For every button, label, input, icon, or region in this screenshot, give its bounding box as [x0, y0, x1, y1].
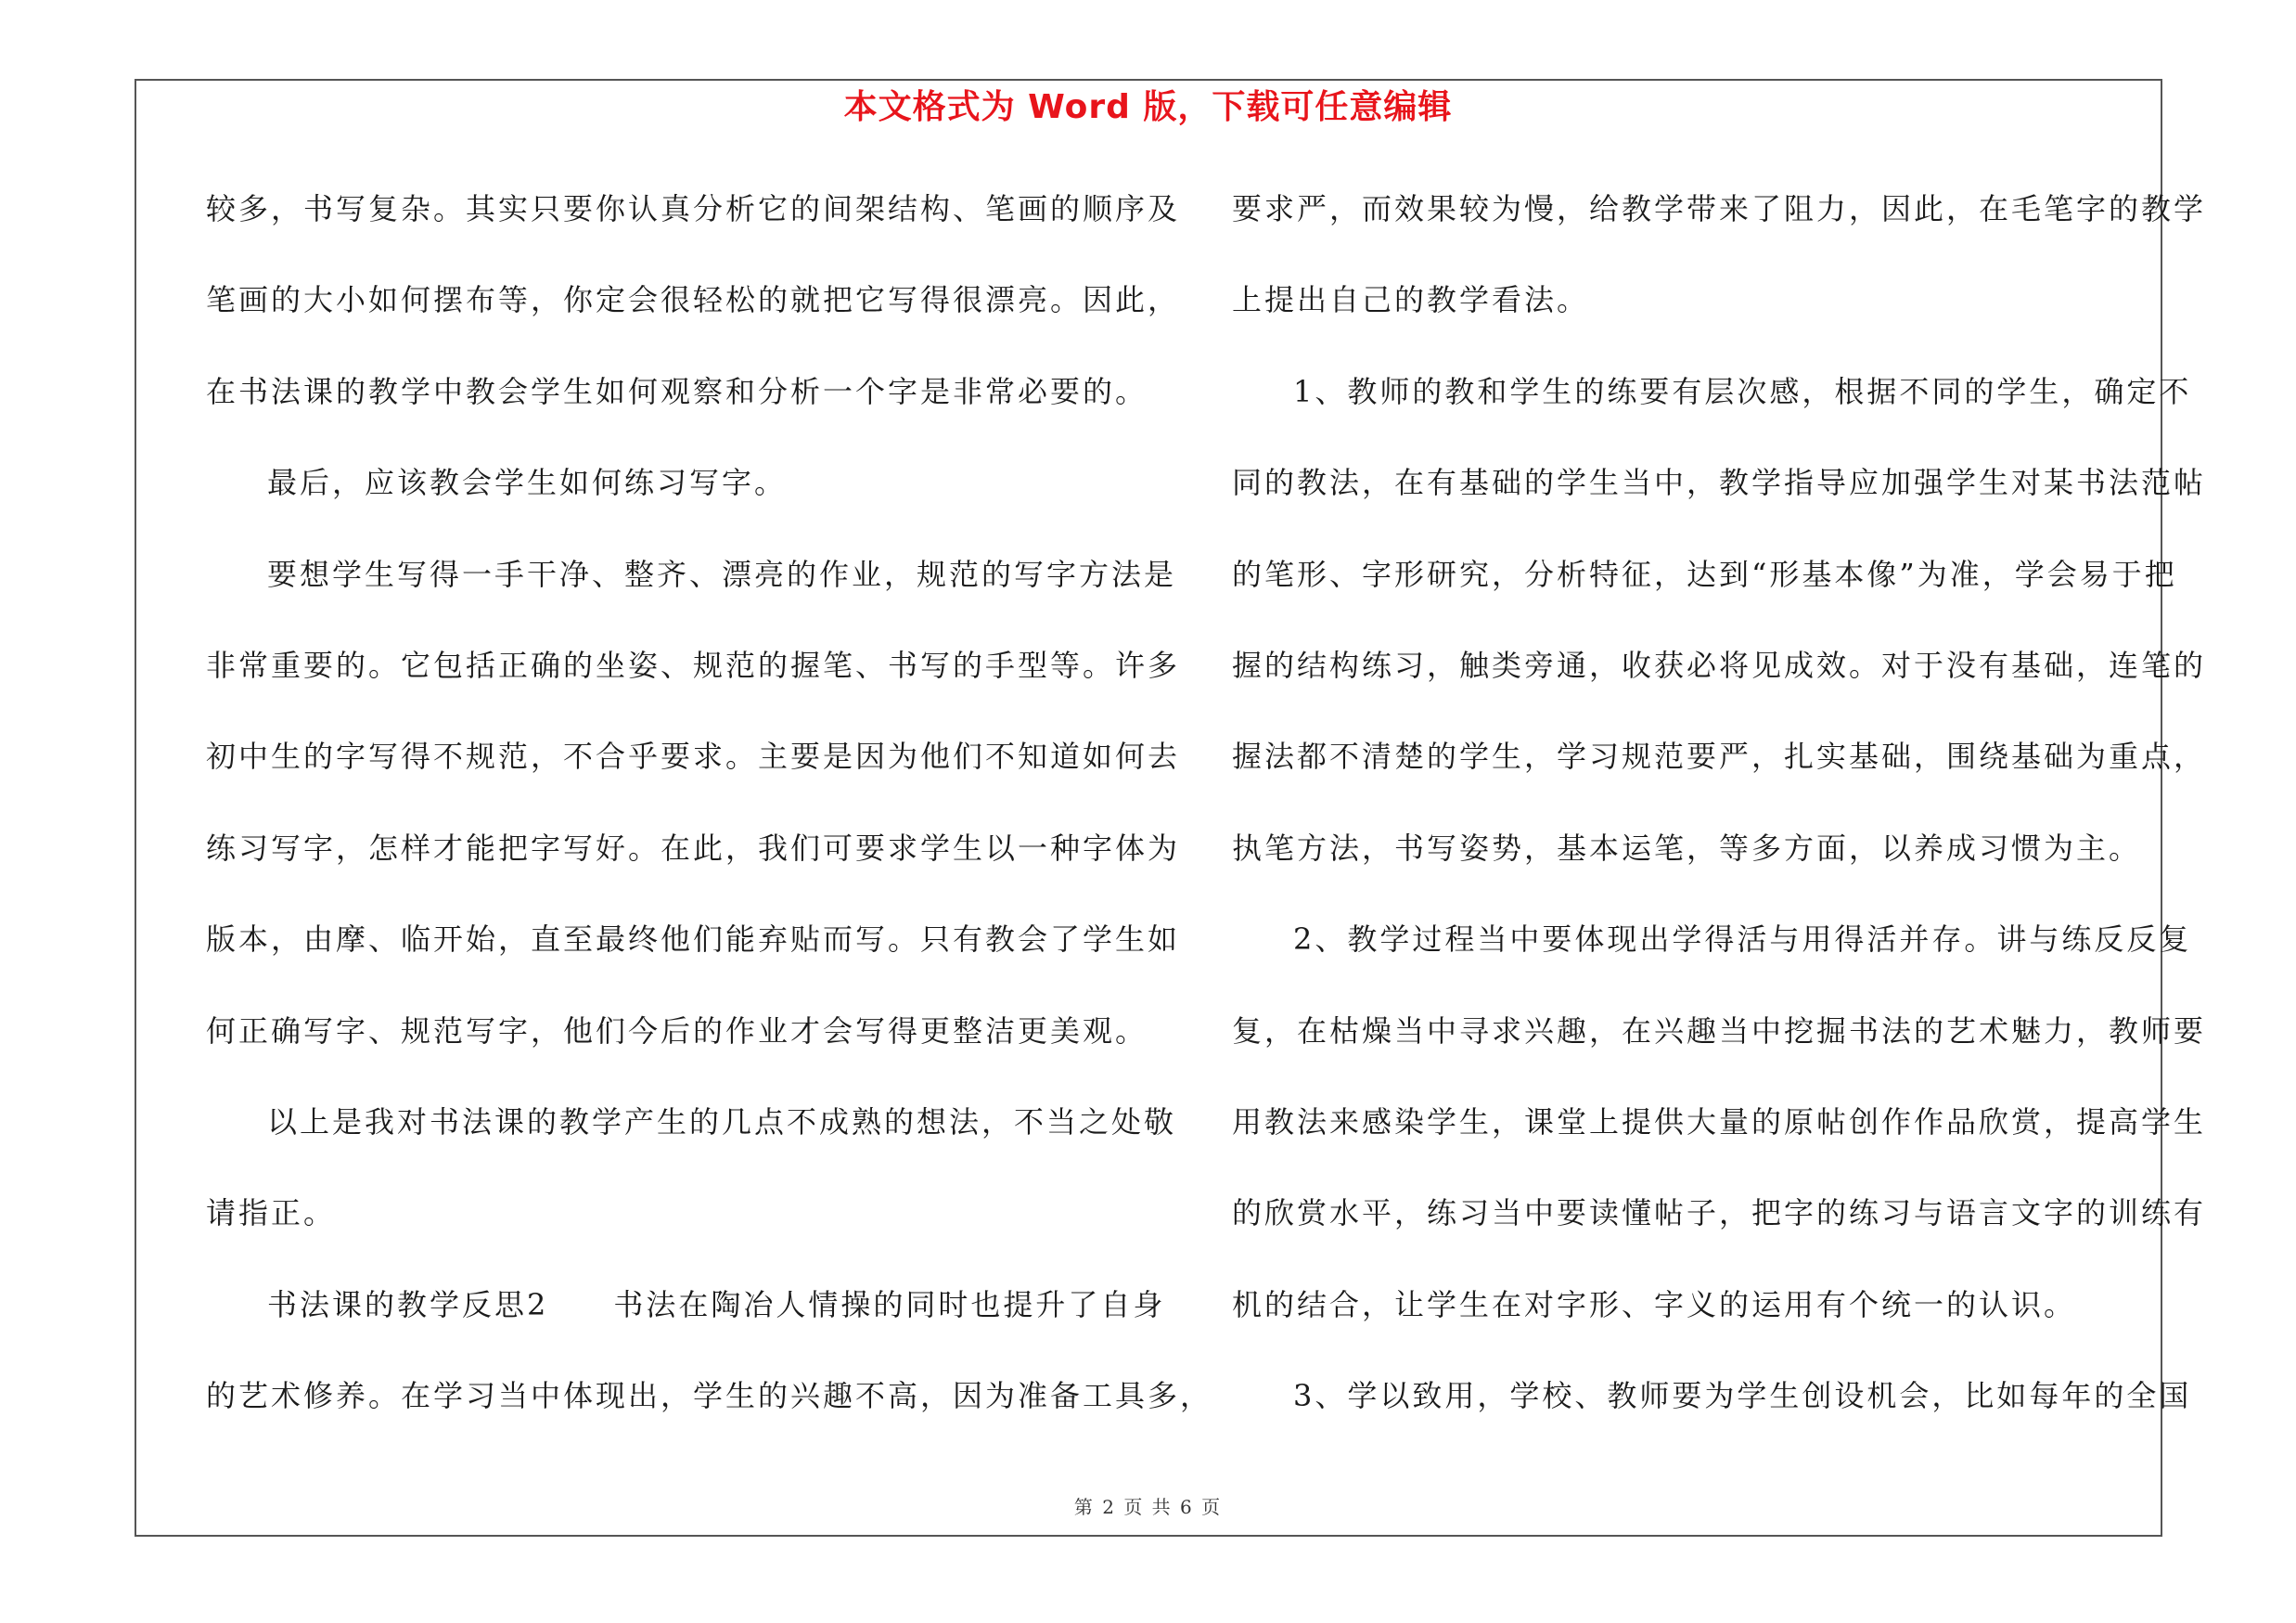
text-line: 较多，书写复杂。其实只要你认真分析它的间架结构、笔画的顺序及 — [206, 191, 1181, 226]
right-text-column — [1232, 176, 2207, 1454]
text-line: 在书法课的教学中教会学生如何观察和分析一个字是非常必要的。 — [206, 373, 1148, 409]
paragraph-start-line: 3、学以致用，学校、教师要为学生创设机会，比如每年的全国 — [1293, 1378, 2192, 1414]
word-format-banner: 本文格式为 Word 版，下载可任意编辑 — [843, 88, 1453, 126]
paragraph-start-line: 最后，应该教会学生如何练习写字。 — [267, 465, 788, 501]
text-line: 的欣赏水平，练习当中要读懂帖子，把字的练习与语言文字的训练有 — [1232, 1195, 2207, 1231]
text-line: 请指正。 — [206, 1195, 337, 1231]
text-line: 同的教法，在有基础的学生当中，教学指导应加强学生对某书法范帖 — [1232, 465, 2207, 501]
text-line: 握法都不清楚的学生，学习规范要严，扎实基础，围绕基础为重点， — [1232, 739, 2207, 775]
text-line: 何正确写字、规范写字，他们今后的作业才会写得更整洁更美观。 — [206, 1012, 1148, 1049]
text-line: 版本，由摩、临开始，直至最终他们能弃贴而写。只有教会了学生如 — [206, 921, 1181, 958]
text-line: 的艺术修养。在学习当中体现出，学生的兴趣不高，因为准备工具多， — [206, 1378, 1213, 1414]
paragraph-start-line: 2、教学过程当中要体现出学得活与用得活并存。讲与练反反复 — [1293, 921, 2192, 958]
paragraph-start-line: 要想学生写得一手干净、整齐、漂亮的作业，规范的写字方法是 — [267, 556, 1177, 592]
page-number-footer: 第 2 页 共 6 页 — [1073, 1496, 1223, 1518]
section-heading-line: 书法课的教学反思2 书法在陶冶人情操的同时也提升了自身 — [267, 1286, 1166, 1322]
text-line: 执笔方法，书写姿势，基本运笔，等多方面，以养成习惯为主。 — [1232, 830, 2142, 866]
text-line: 练习写字，怎样才能把字写好。在此，我们可要求学生以一种字体为 — [206, 830, 1181, 866]
left-text-column — [206, 176, 1213, 1454]
text-line: 上提出自己的教学看法。 — [1232, 282, 1590, 318]
text-line: 要求严，而效果较为慢，给教学带来了阻力，因此，在毛笔字的教学 — [1232, 191, 2207, 226]
text-line: 握的结构练习，触类旁通，收获必将见成效。对于没有基础，连笔的 — [1232, 647, 2207, 683]
text-line: 机的结合，让学生在对字形、字义的运用有个统一的认识。 — [1232, 1286, 2077, 1322]
text-line: 用教法来感染学生，课堂上提供大量的原帖创作作品欣赏，提高学生 — [1232, 1103, 2207, 1140]
paragraph-start-line: 1、教师的教和学生的练要有层次感，根据不同的学生，确定不 — [1293, 373, 2192, 409]
text-line: 初中生的字写得不规范，不合乎要求。主要是因为他们不知道如何去 — [206, 739, 1181, 775]
paragraph-start-line: 以上是我对书法课的教学产生的几点不成熟的想法，不当之处敬 — [267, 1103, 1177, 1140]
text-line: 复，在枯燥当中寻求兴趣，在兴趣当中挖掘书法的艺术魅力，教师要 — [1232, 1012, 2207, 1049]
text-line: 笔画的大小如何摆布等，你定会很轻松的就把它写得很漂亮。因此， — [206, 282, 1181, 318]
text-line: 非常重要的。它包括正确的坐姿、规范的握笔、书写的手型等。许多 — [206, 647, 1181, 683]
text-line: 的笔形、字形研究，分析特征，达到“形基本像”为准，学会易于把 — [1232, 556, 2177, 592]
